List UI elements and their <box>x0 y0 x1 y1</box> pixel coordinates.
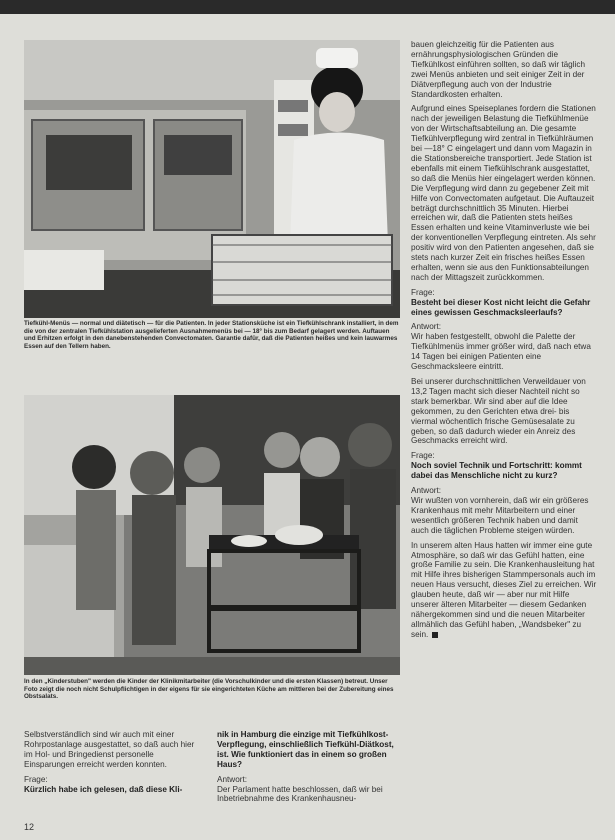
question-label: Frage: <box>411 451 435 461</box>
paragraph: Wir wußten von vornherein, daß wir ein größeres Krankenhaus mit mehr Mitarbeitern und einer wesentlich größeren Technik haben und damit auch die täglichen Probleme steigen würden. <box>411 495 589 535</box>
answer-label: Antwort: <box>411 322 442 332</box>
right-text-column <box>411 40 597 645</box>
photo-caption-top: Tiefkühl-Menüs — normal und diätetisch — für die Patienten. In jeder Stationsküche ist ein Tiefkühlschrank installiert, in dem die von der zentralen Tiefkühlstation ausgelieferten Ausnahmemenüs bei — 18° bis zum Bedarf gelagert werden. Auftauen und Erhitzen erfolgt in den danebenstehenden Convectomaten. Garantie dafür, daß die Patienten heißes und kein lauwarmes Essen auf den Tellern haben. <box>24 320 399 350</box>
paragraph-text: In unserem alten Haus hatten wir immer eine gute Atmosphäre, so daß wir das Gefühl hatten, eine große Familie zu sein. Die Krankenhausleitung hat mit Hilfe ihres bisherigen Stammpersonals auch im neuen Haus versucht, dieses Ziel zu erreichen. Wir glauben heute, daß wir — aber nur mit Hilfe unserer älteren Mitarbeiter — diesem Gedanken nähergekommen sind und die neuen Mitarbeiter allmählich das Gefühl haben, „Wandsbeker" zu sein. <box>411 540 597 639</box>
paragraph: Der Parlament hatte beschlossen, daß wir bei Inbetriebnahme des Krankenhausneu- <box>217 784 383 804</box>
question-label: Frage: <box>411 287 435 297</box>
interview-question: nik in Hamburg die einzige mit Tiefkühlkost-Verpflegung, einschließlich Tiefkühl-Diätkost, ist. Wie funktioniert das in einem so großen Haus? <box>217 730 394 769</box>
answer-label: Antwort: <box>217 774 248 784</box>
paragraph <box>411 541 597 640</box>
paragraph: Aufgrund eines Speiseplanes fordern die Stationen nach der jeweiligen Belastung die Tiefkühlmenüe von der Wirtschaftsabteilung an. Die gesamte Tiefkühlverpflegung wird zentral in Tiefkühlräumen bei —18° C eingelagert und dann vom Magazin in die Stationsbereiche transportiert. Jede Station ist ebenfalls mit einem Tiefkühlschrank ausgestattet, so daß die Menüs hier eingelagert werden können. Die Verpflegung wird dann zu gegebener Zeit mit Hilfe von Convectomaten aufgetaut. Die Auftauzeit beträgt durchschnittlich 35 Minuten. Hierbei erreichen wir, daß die Patienten stets heißes Essen erhalten und keine Vitaminverluste wie bei der konventionellen Verpflegung eintreten. Als sehr positiv wird von den Patienten angesehen, daß sie stets nach kurzer Zeit ein frisches heißes Essen erhalten, wenn sie aus den Funktionsabteilungen nach der Mittagszeit zurückkommen. <box>411 104 596 282</box>
top-band <box>0 0 615 14</box>
paragraph: bauen gleichzeitig für die Patienten aus ernährungsphysiologischen Gründen die Tiefkühlkost einführen sollten, so daß wir täglich zwei Menüs anbieten und seit einiger Zeit in der Diätverpflegung auch von der Industrie Standardkosten erhalten. <box>411 40 585 99</box>
photo-caption-bottom: In den „Kinderstuben" werden die Kinder der Klinikmitarbeiter (die Vorschulkinder und die ersten Klassen) betreut. Unser Foto zeigt die noch nicht Schulpflichtigen in der eigens für sie eingerichteten Küche am mittleren bei der Zubereitung eines Obstsalats. <box>24 678 394 701</box>
paragraph: Selbstverständlich sind wir auch mit einer Rohrpostanlage ausgestattet, so daß auch hier im Hol- und Bringedienst personelle Einsparungen erreicht werden konnten. <box>24 730 195 769</box>
bottom-middle-text-column <box>217 730 400 809</box>
photo-tiefkuehl-menues <box>24 40 400 318</box>
interview-question: Besteht bei dieser Kost nicht leicht die Gefahr eines gewissen Geschmacksleerlaufs? <box>411 297 591 317</box>
interview-question: Kürzlich habe ich gelesen, daß diese Kli- <box>24 784 183 794</box>
answer-label: Antwort: <box>411 486 442 496</box>
article-end-mark <box>432 632 438 638</box>
paragraph: Bei unserer durchschnittlichen Verweildauer von 13,2 Tagen macht sich dieser Nachteil nicht so stark bemerkbar. Wir sind aber auf die Idee gekommen, zu den Gerichten etwa drei- bis viermal wöchentlich frische Gemüsesalate zu geben, so daß dadurch wieder ein Anreiz des Geschmacks erreicht wird. <box>411 377 586 446</box>
question-label: Frage: <box>24 774 48 784</box>
interview-question: Noch soviel Technik und Fortschritt: kommt dabei das Menschliche nicht zu kurz? <box>411 461 582 481</box>
paragraph: Wir haben festgestellt, obwohl die Palette der Tiefkühlmenüs immer größer wird, daß nach etwa 14 Tagen bei einigen Patienten eine Geschmacksleere eintritt. <box>411 332 591 372</box>
page-number: 12 <box>24 822 35 832</box>
photo-kinderstube <box>24 395 400 675</box>
bottom-left-text-column <box>24 730 204 799</box>
